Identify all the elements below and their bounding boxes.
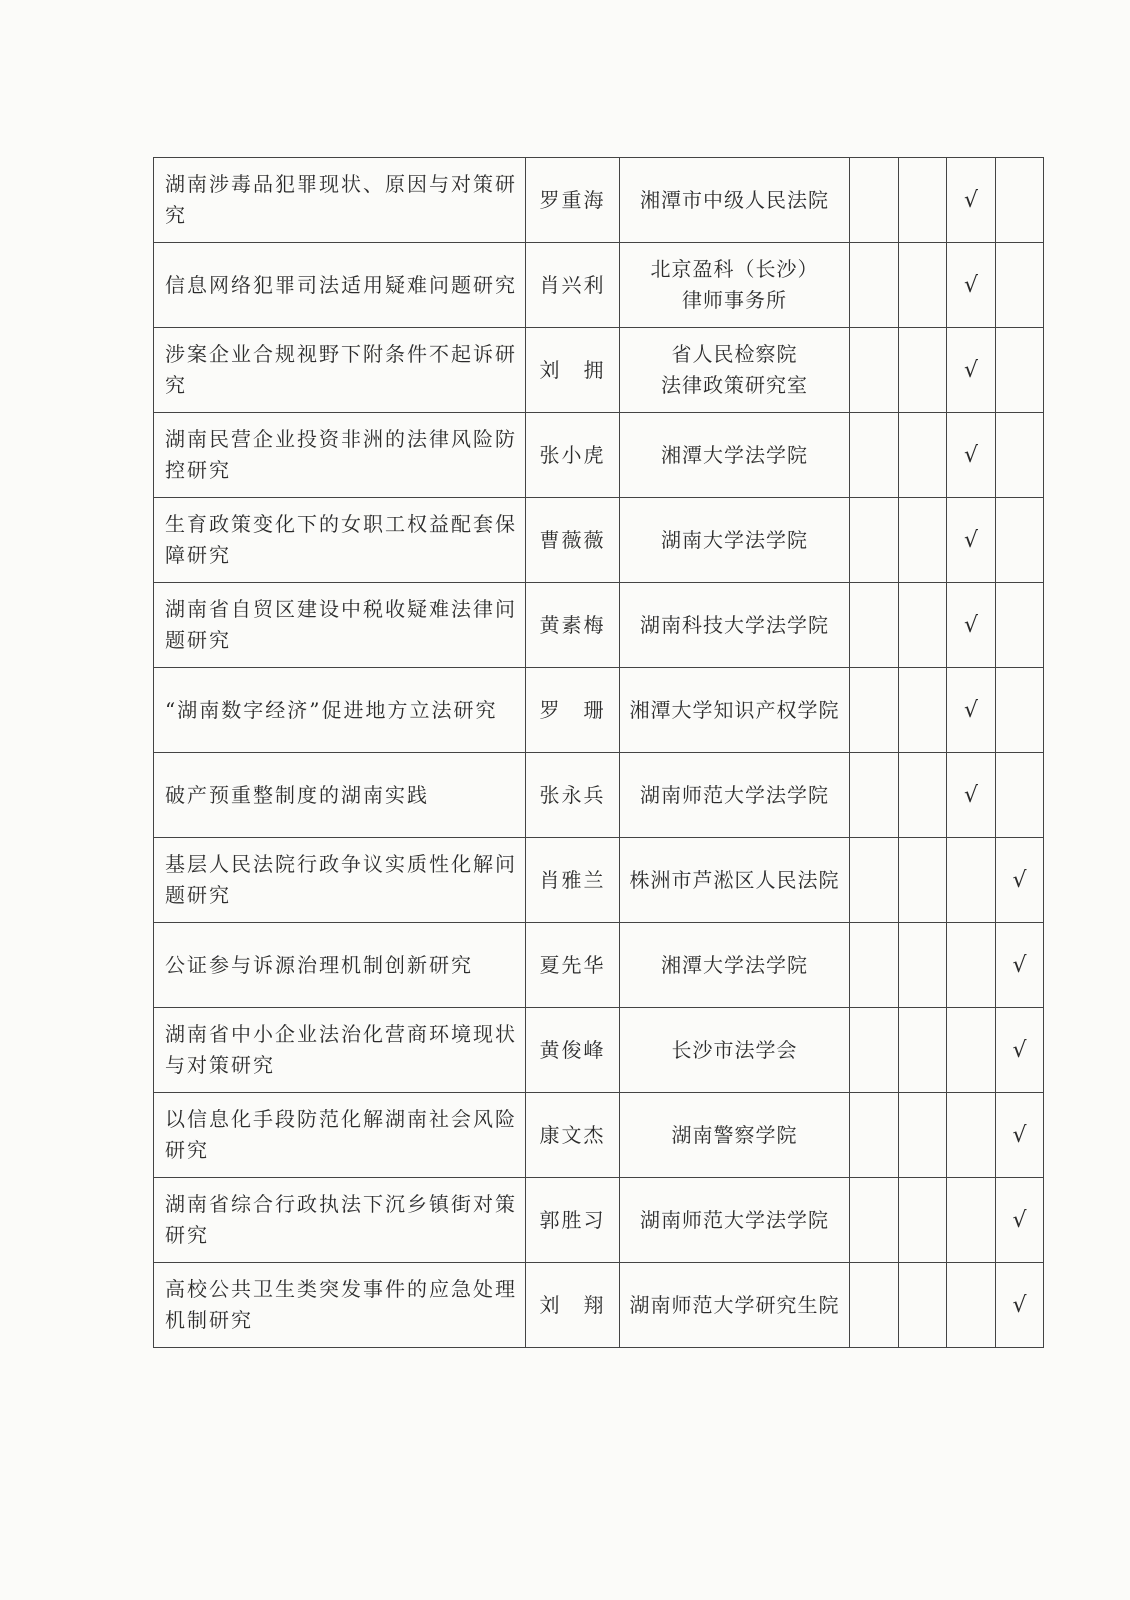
project-leader: 康文杰: [526, 1093, 620, 1178]
project-title: 湖南民营企业投资非洲的法律风险防控研究: [154, 413, 526, 498]
empty-mark-cell: [899, 328, 947, 413]
check-mark: √: [996, 1008, 1044, 1093]
unit-line: 株洲市芦淞区人民法院: [629, 867, 840, 892]
unit-line: 湖南警察学院: [671, 1122, 798, 1147]
project-leader: 刘 拥: [526, 328, 620, 413]
table-row: [154, 668, 1044, 753]
table-row: [154, 753, 1044, 838]
empty-mark-cell: [899, 1093, 947, 1178]
check-mark: √: [947, 668, 996, 753]
project-unit: [620, 413, 850, 498]
empty-mark-cell: [899, 498, 947, 583]
project-unit: [620, 838, 850, 923]
project-leader: 张小虎: [526, 413, 620, 498]
project-unit: [620, 158, 850, 243]
project-leader: 曹薇薇: [526, 498, 620, 583]
empty-mark-cell: [996, 668, 1044, 753]
project-title: 破产预重整制度的湖南实践: [154, 753, 526, 838]
project-title: 湖南省综合行政执法下沉乡镇街对策研究: [154, 1178, 526, 1263]
unit-line: 湖南科技大学法学院: [640, 612, 829, 637]
empty-mark-cell: [899, 753, 947, 838]
project-leader: 肖兴利: [526, 243, 620, 328]
empty-mark-cell: [850, 668, 899, 753]
table-row: [154, 923, 1044, 1008]
project-title: 高校公共卫生类突发事件的应急处理机制研究: [154, 1263, 526, 1348]
empty-mark-cell: [850, 158, 899, 243]
empty-mark-cell: [850, 753, 899, 838]
empty-mark-cell: [996, 498, 1044, 583]
empty-mark-cell: [850, 498, 899, 583]
project-table: [153, 157, 1044, 1348]
project-unit: [620, 1263, 850, 1348]
unit-line: 湘潭大学法学院: [661, 952, 808, 977]
project-title: 湖南省中小企业法治化营商环境现状与对策研究: [154, 1008, 526, 1093]
empty-mark-cell: [850, 243, 899, 328]
unit-line: 湘潭市中级人民法院: [640, 187, 829, 212]
project-title: 信息网络犯罪司法适用疑难问题研究: [154, 243, 526, 328]
project-unit: [620, 1178, 850, 1263]
empty-mark-cell: [850, 413, 899, 498]
empty-mark-cell: [996, 583, 1044, 668]
unit-line: 湘潭大学法学院: [661, 442, 808, 467]
empty-mark-cell: [996, 158, 1044, 243]
project-unit: [620, 583, 850, 668]
empty-mark-cell: [899, 923, 947, 1008]
unit-line: 律师事务所: [682, 288, 787, 312]
project-title: 涉案企业合规视野下附条件不起诉研究: [154, 328, 526, 413]
project-leader: 罗 珊: [526, 668, 620, 753]
project-leader: 张永兵: [526, 753, 620, 838]
table-row: [154, 838, 1044, 923]
empty-mark-cell: [899, 1178, 947, 1263]
table-row: [154, 328, 1044, 413]
unit-line: 北京盈科（长沙）: [650, 257, 819, 281]
check-mark: √: [996, 838, 1044, 923]
project-unit: [620, 923, 850, 1008]
unit-line: 湖南师范大学研究生院: [629, 1292, 840, 1317]
check-mark: √: [947, 243, 996, 328]
project-unit: [620, 243, 850, 328]
empty-mark-cell: [947, 838, 996, 923]
empty-mark-cell: [996, 413, 1044, 498]
empty-mark-cell: [947, 1093, 996, 1178]
empty-mark-cell: [947, 923, 996, 1008]
table-row: [154, 1178, 1044, 1263]
empty-mark-cell: [947, 1008, 996, 1093]
table-row: [154, 583, 1044, 668]
unit-line: 湘潭大学知识产权学院: [629, 697, 840, 722]
empty-mark-cell: [850, 838, 899, 923]
project-unit: [620, 1008, 850, 1093]
table-row: [154, 158, 1044, 243]
empty-mark-cell: [899, 243, 947, 328]
check-mark: √: [996, 1263, 1044, 1348]
project-title: 湖南省自贸区建设中税收疑难法律问题研究: [154, 583, 526, 668]
check-mark: √: [947, 328, 996, 413]
empty-mark-cell: [996, 328, 1044, 413]
project-title: 基层人民法院行政争议实质性化解问题研究: [154, 838, 526, 923]
check-mark: √: [996, 1178, 1044, 1263]
check-mark: √: [947, 413, 996, 498]
empty-mark-cell: [899, 838, 947, 923]
empty-mark-cell: [899, 158, 947, 243]
empty-mark-cell: [850, 1093, 899, 1178]
project-unit: [620, 1093, 850, 1178]
project-title: 湖南涉毒品犯罪现状、原因与对策研究: [154, 158, 526, 243]
table-row: [154, 1093, 1044, 1178]
check-mark: √: [947, 583, 996, 668]
unit-line: 湖南师范大学法学院: [640, 782, 829, 807]
project-leader: 黄俊峰: [526, 1008, 620, 1093]
project-title: “湖南数字经济”促进地方立法研究: [154, 668, 526, 753]
project-unit: [620, 328, 850, 413]
unit-line: 省人民检察院: [671, 342, 798, 366]
empty-mark-cell: [850, 1178, 899, 1263]
table-row: [154, 1263, 1044, 1348]
empty-mark-cell: [850, 923, 899, 1008]
project-leader: 夏先华: [526, 923, 620, 1008]
unit-line: 法律政策研究室: [661, 373, 808, 397]
empty-mark-cell: [899, 668, 947, 753]
project-leader: 郭胜习: [526, 1178, 620, 1263]
table-row: [154, 1008, 1044, 1093]
empty-mark-cell: [899, 1263, 947, 1348]
project-leader: 肖雅兰: [526, 838, 620, 923]
project-leader: 黄素梅: [526, 583, 620, 668]
project-title: 生育政策变化下的女职工权益配套保障研究: [154, 498, 526, 583]
table-row: [154, 413, 1044, 498]
check-mark: √: [996, 923, 1044, 1008]
check-mark: √: [947, 158, 996, 243]
project-unit: [620, 498, 850, 583]
empty-mark-cell: [996, 753, 1044, 838]
empty-mark-cell: [899, 583, 947, 668]
empty-mark-cell: [899, 413, 947, 498]
unit-line: 湖南大学法学院: [661, 527, 808, 552]
project-leader: 罗重海: [526, 158, 620, 243]
table-row: [154, 243, 1044, 328]
unit-line: 湖南师范大学法学院: [640, 1207, 829, 1232]
empty-mark-cell: [899, 1008, 947, 1093]
project-table-body: [154, 158, 1044, 1348]
project-title: 公证参与诉源治理机制创新研究: [154, 923, 526, 1008]
check-mark: √: [947, 753, 996, 838]
empty-mark-cell: [947, 1263, 996, 1348]
empty-mark-cell: [850, 328, 899, 413]
table-row: [154, 498, 1044, 583]
empty-mark-cell: [850, 583, 899, 668]
check-mark: √: [947, 498, 996, 583]
empty-mark-cell: [850, 1008, 899, 1093]
check-mark: √: [996, 1093, 1044, 1178]
project-leader: 刘 翔: [526, 1263, 620, 1348]
project-unit: [620, 668, 850, 753]
empty-mark-cell: [947, 1178, 996, 1263]
unit-line: 长沙市法学会: [671, 1037, 798, 1062]
empty-mark-cell: [850, 1263, 899, 1348]
project-unit: [620, 753, 850, 838]
project-title: 以信息化手段防范化解湖南社会风险研究: [154, 1093, 526, 1178]
empty-mark-cell: [996, 243, 1044, 328]
